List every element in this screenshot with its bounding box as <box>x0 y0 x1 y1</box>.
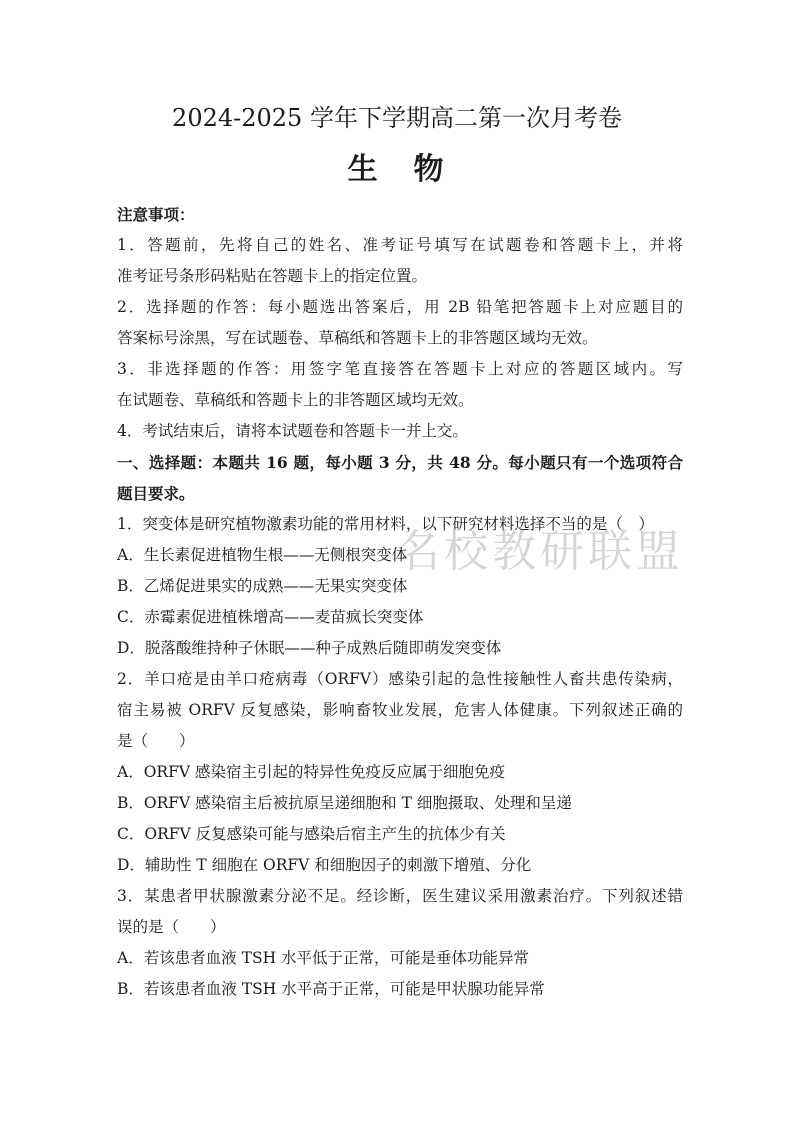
question-3-stem: 误的是（ ） <box>117 918 226 936</box>
notice-line: 1．答题前，先将自己的姓名、准考证号填写在试题卷和答题卡上，并将 <box>117 236 683 254</box>
section-heading: 题目要求。 <box>117 484 195 503</box>
question-3-option-b: B．若该患者血液 TSH 水平高于正常，可能是甲状腺功能异常 <box>117 980 545 998</box>
notice-line: 4．考试结束后，请将本试题卷和答题卡一并上交。 <box>117 422 468 440</box>
subject-title: 生 物 <box>347 152 447 187</box>
section-heading: 一、选择题：本题共 16 题，每小题 3 分，共 48 分。每小题只有一个选项符合 <box>117 453 683 472</box>
notice-heading: 注意事项： <box>117 205 195 224</box>
question-2-option-d: D．辅助性 T 细胞在 ORFV 和细胞因子的刺激下增殖、分化 <box>117 856 532 874</box>
question-2-option-b: B．ORFV 感染宿主后被抗原呈递细胞和 T 细胞摄取、处理和呈递 <box>117 794 572 812</box>
question-2-stem: 宿主易被 ORFV 反复感染，影响畜牧业发展，危害人体健康。下列叙述正确的 <box>117 701 683 719</box>
notice-line: 2．选择题的作答：每小题选出答案后，用 2B 铅笔把答题卡上对应题目的 <box>117 298 683 316</box>
question-1-option-b: B．乙烯促进果实的成熟——无果实突变体 <box>117 577 408 595</box>
watermark: 名校教研联盟 <box>396 526 684 577</box>
notice-line: 在试题卷、草稿纸和答题卡上的非答题区域均无效。 <box>117 391 474 409</box>
notice-line: 3．非选择题的作答：用签字笔直接答在答题卡上对应的答题区域内。写 <box>117 360 683 378</box>
question-2-option-c: C．ORFV 反复感染可能与感染后宿主产生的抗体少有关 <box>117 825 506 843</box>
question-1-option-d: D．脱落酸维持种子休眠——种子成熟后随即萌发突变体 <box>117 639 502 657</box>
notice-line: 准考证号条形码粘贴在答题卡上的指定位置。 <box>117 267 428 285</box>
exam-title: 2024-2025 学年下学期高二第一次月考卷 <box>172 104 622 132</box>
question-3-option-a: A．若该患者血液 TSH 水平低于正常，可能是垂体功能异常 <box>117 949 530 967</box>
question-2-option-a: A．ORFV 感染宿主引起的特异性免疫反应属于细胞免疫 <box>117 763 505 781</box>
notice-line: 答案标号涂黑，写在试题卷、草稿纸和答题卡上的非答题区域均无效。 <box>117 329 598 347</box>
question-2-stem: 是（ ） <box>117 732 195 750</box>
question-2-stem: 2．羊口疮是由羊口疮病毒（ORFV）感染引起的急性接触性人畜共患传染病， <box>117 670 683 688</box>
question-1-stem: 1．突变体是研究植物激素功能的常用材料，以下研究材料选择不当的是（ ） <box>117 515 654 533</box>
question-3-stem: 3．某患者甲状腺激素分泌不足。经诊断，医生建议采用激素治疗。下列叙述错 <box>117 887 683 905</box>
exam-body <box>117 199 683 1005</box>
question-1-option-c: C．赤霉素促进植株增高——麦苗疯长突变体 <box>117 608 424 626</box>
question-1-option-a: A．生长素促进植物生根——无侧根突变体 <box>117 546 408 564</box>
